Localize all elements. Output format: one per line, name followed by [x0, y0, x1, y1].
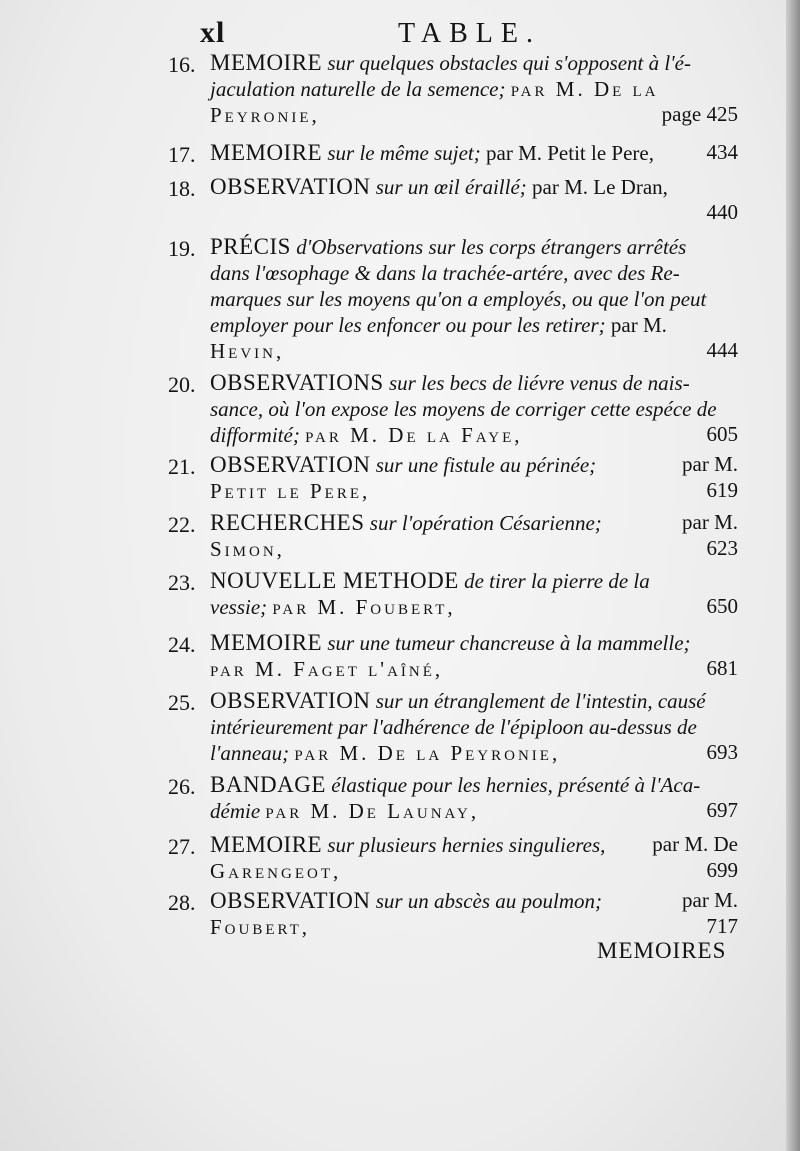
entry-author: Foubert,	[210, 915, 311, 939]
entry-heading: OBSERVATIONS	[210, 370, 384, 395]
entry-line	[210, 888, 602, 914]
entry-line	[210, 260, 680, 286]
entry-author: par M. Faget l'aîné,	[210, 657, 444, 681]
entry-line	[210, 312, 667, 338]
entry-heading: MEMOIRE	[210, 50, 323, 75]
entry-number: 26.	[168, 774, 196, 799]
entry-author: par M. De Launay,	[265, 799, 480, 823]
entry-author: par M.	[610, 313, 667, 337]
entry-line	[210, 688, 706, 714]
entry-line	[210, 76, 659, 102]
entry-line	[210, 102, 320, 128]
entry-author: par M.	[682, 452, 738, 476]
entry-line	[210, 714, 697, 740]
entry-description: sur une tumeur chancreuse à la mammelle;	[327, 631, 691, 655]
entry-author: par M. De la Peyronie,	[294, 741, 561, 765]
entry-description: l'anneau;	[210, 741, 290, 765]
entry-page: 693	[706, 740, 738, 764]
entry-line	[210, 772, 700, 798]
entry-number: 27.	[168, 834, 196, 859]
entry-page: 623	[706, 536, 738, 560]
page-edge	[786, 0, 800, 1151]
entry-description: sur une fistule au périnée;	[375, 453, 597, 477]
entry-heading: NOUVELLE METHODE	[210, 568, 459, 593]
entry-number: 25.	[168, 690, 196, 715]
entry-line	[210, 286, 706, 312]
entry-number: 23.	[168, 570, 196, 595]
entry-description: jaculation naturelle de la semence;	[210, 77, 506, 101]
entry-author: par M.	[682, 510, 738, 534]
entry-line	[210, 478, 370, 504]
entry-description: sur les becs de liévre venus de nais-	[388, 371, 690, 395]
entry-description: sance, où l'on expose les moyens de corriger cette espéce de	[210, 397, 717, 421]
entry-description: intérieurement par l'adhérence de l'épiploon au-dessus de	[210, 715, 697, 739]
entry-description: démie	[210, 799, 261, 823]
entry-author: par M. De la	[510, 77, 659, 101]
entry-number: 17.	[168, 142, 196, 167]
entry-number: 18.	[168, 176, 196, 201]
entry-heading: OBSERVATION	[210, 688, 371, 713]
entry-page: 444	[706, 338, 738, 362]
entry-number: 21.	[168, 454, 196, 479]
entry-line	[210, 140, 654, 166]
entry-page: 619	[706, 478, 738, 502]
entry-page: 434	[706, 140, 738, 164]
entry-line	[210, 234, 686, 260]
entry-author: par M. Foubert,	[272, 595, 456, 619]
entry-author: Hevin,	[210, 339, 285, 363]
entry-line	[210, 832, 605, 858]
entry-line	[210, 510, 602, 536]
entry-heading: MEMOIRE	[210, 140, 323, 165]
entry-line	[210, 174, 668, 200]
entry-description: difformité;	[210, 423, 300, 447]
folio-number: xl	[200, 16, 226, 49]
catchword: MEMOIRES	[597, 938, 727, 963]
entry-line	[210, 656, 443, 682]
entry-description: élastique pour les hernies, présenté à l'Aca-	[331, 773, 701, 797]
entry-number: 16.	[168, 52, 196, 77]
entry-line	[210, 630, 691, 656]
entry-author: par M. Petit le Pere,	[486, 141, 654, 165]
entry-number: 19.	[168, 236, 196, 261]
entry-page: 440	[706, 200, 738, 224]
entry-page: 697	[706, 798, 738, 822]
entry-heading: OBSERVATION	[210, 888, 371, 913]
entry-number: 28.	[168, 890, 196, 915]
entry-description: sur le même sujet;	[327, 141, 481, 165]
entry-description: vessie;	[210, 595, 268, 619]
entry-page: page 425	[661, 102, 738, 126]
entry-author: Simon,	[210, 537, 285, 561]
entry-description: sur un abscès au poulmon;	[375, 889, 603, 913]
entry-line	[210, 858, 341, 884]
entry-line	[210, 798, 479, 824]
entry-heading: RECHERCHES	[210, 510, 365, 535]
entry-author: par M. Le Dran,	[532, 175, 668, 199]
entry-description: sur plusieurs hernies singulieres,	[327, 833, 606, 857]
entry-heading: BANDAGE	[210, 772, 326, 797]
entry-heading: MEMOIRE	[210, 630, 323, 655]
entry-heading: OBSERVATION	[210, 174, 371, 199]
entry-page: 699	[706, 858, 738, 882]
entry-line	[210, 338, 284, 364]
entry-author: Petit le Pere,	[210, 479, 371, 503]
entry-number: 22.	[168, 512, 196, 537]
entry-description: dans l'œsophage & dans la trachée-artére, avec des Re-	[210, 261, 680, 285]
entry-number: 20.	[168, 372, 196, 397]
entry-line	[210, 370, 690, 396]
entry-description: d'Observations sur les corps étrangers arrêtés	[296, 235, 687, 259]
entry-heading: OBSERVATION	[210, 452, 371, 477]
entry-line	[210, 396, 717, 422]
entry-description: de tirer la pierre de la	[464, 569, 650, 593]
entry-description: marques sur les moyens qu'on a employés, ou que l'on peut	[210, 287, 707, 311]
entry-line	[210, 594, 456, 620]
entry-page: 605	[706, 422, 738, 446]
running-title: TABLE.	[398, 18, 541, 49]
entry-line	[210, 50, 691, 76]
entry-description: sur quelques obstacles qui s'opposent à l'é-	[327, 51, 691, 75]
entry-author: par M. De la Faye,	[305, 423, 523, 447]
entry-page: 681	[706, 656, 738, 680]
entry-description: sur l'opération Césarienne;	[369, 511, 602, 535]
entry-heading: MEMOIRE	[210, 832, 323, 857]
entry-description: sur un œil éraillé;	[375, 175, 527, 199]
entry-line	[210, 740, 560, 766]
entry-line	[210, 914, 310, 940]
entry-line	[210, 422, 523, 448]
entry-author: par M.	[682, 888, 738, 912]
entry-page: 650	[706, 594, 738, 618]
entry-line	[210, 536, 285, 562]
entry-description: employer pour les enfoncer ou pour les retirer;	[210, 313, 606, 337]
entry-number: 24.	[168, 632, 196, 657]
entry-author: Garengeot,	[210, 859, 342, 883]
entry-author: Peyronie,	[210, 103, 320, 127]
entry-author: par M. De	[652, 832, 738, 856]
entry-page: 717	[706, 914, 738, 938]
entry-line	[210, 452, 596, 478]
entry-line	[210, 568, 650, 594]
entry-description: sur un étranglement de l'intestin, causé	[375, 689, 706, 713]
entry-heading: PRÉCIS	[210, 234, 291, 259]
